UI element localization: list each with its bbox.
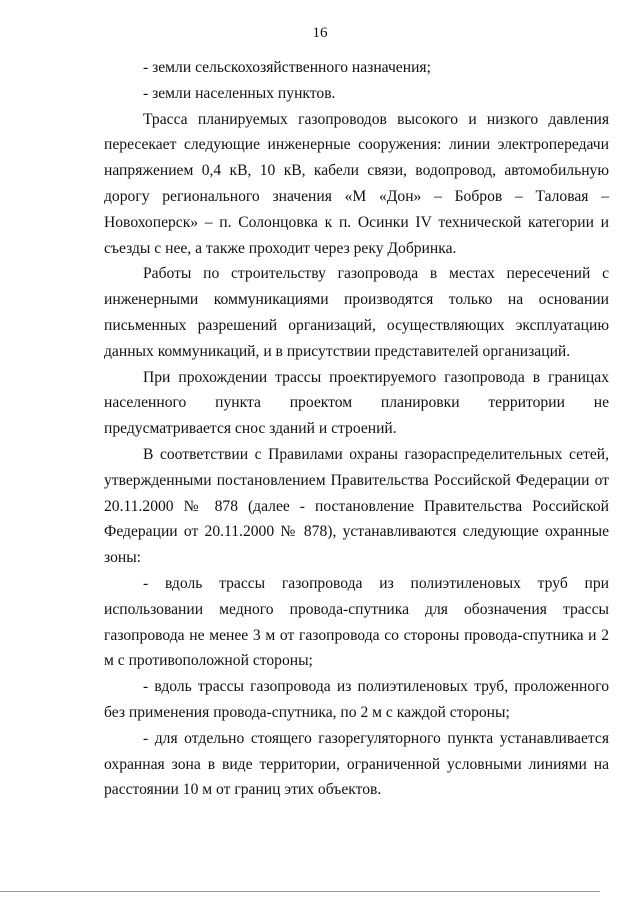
paragraph-protection-rules: В соответствии с Правилами охраны газораспределительных сетей, утвержденными постановлением Правительства Российской Федерации от 20.11.2000 № 878 (далее - постановление Правительства Российской Федерации от 20.11.2000 № 878), устанавливаются следующие охранные зоны:	[104, 445, 609, 567]
bottom-scan-edge	[0, 891, 600, 892]
paragraph-no-demolition: При прохождении трассы проектируемого газопровода в границах населенного пункта проектом планировки территории не предусматривается снос зданий и строений.	[104, 368, 609, 438]
zone-item-without-tracer-wire: - вдоль трассы газопровода из полиэтиленовых труб, проложенного без применения провода-спутника, по 2 м с каждой стороны;	[104, 678, 609, 721]
page-body	[104, 55, 609, 803]
zone-item-with-tracer-wire: - вдоль трассы газопровода из полиэтиленовых труб при использовании медного провода-спутника для обозначения трассы газопровода не менее 3 м от газопровода со стороны провода-спутника и 2 м с противоположной стороны;	[104, 574, 609, 670]
paragraph-route-crossings: Трасса планируемых газопроводов высокого и низкого давления пересекает следующие инженерные сооружения: линии электропередачи напряжением 0,4 кВ, 10 кВ, кабели связи, водопровод, автомобильную дорогу регионального значения «М «Дон» – Бобров – Таловая – Новохоперск» – п. Солонцовка к п. Осинки IV технической категории и съезды с нее, а также проходит через реку Добринка.	[104, 110, 609, 257]
zone-item-regulator-point: - для отдельно стоящего газорегуляторного пункта устанавливается охранная зона в виде территории, ограниченной условными линиями на расстоянии 10 м от границ этих объектов.	[104, 729, 609, 799]
paragraph-crossing-works: Работы по строительству газопровода в местах пересечений с инженерными коммуникациями производятся только на основании письменных разрешений организаций, осуществляющих эксплуатацию данных коммуникаций, и в присутствии представителей организаций.	[104, 265, 609, 360]
land-category-agricultural: - земли сельскохозяйственного назначения;	[143, 59, 431, 76]
page-number: 16	[312, 25, 328, 41]
land-category-settlements: - земли населенных пунктов.	[143, 84, 336, 102]
